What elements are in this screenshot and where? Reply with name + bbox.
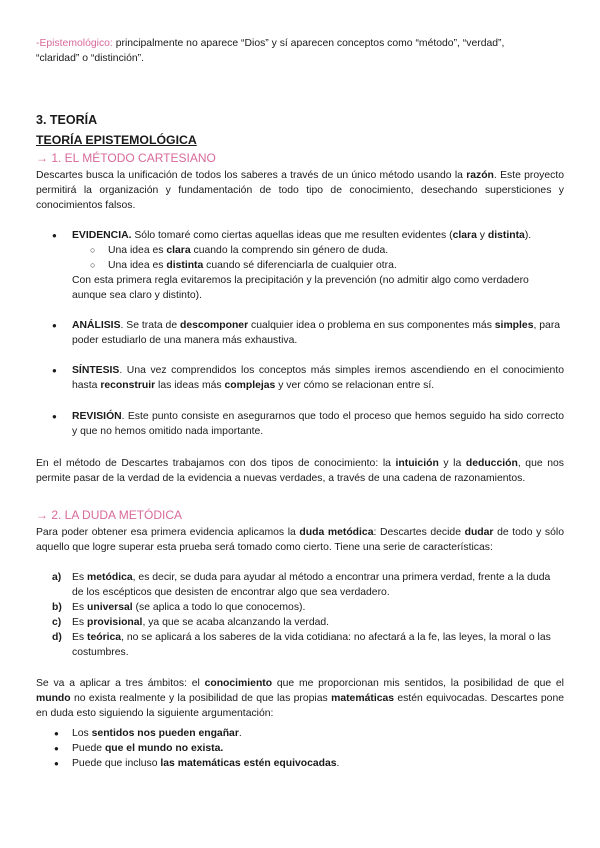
intro-paragraph: -Epistemológico: principalmente no aparece “Dios” y sí aparecen conceptos como “método”, “verdad”, “claridad” o “distinción”. bbox=[36, 38, 505, 64]
section-title: 3. TEORÍA bbox=[36, 113, 98, 127]
rule-evidencia: ● EVIDENCIA. Sólo tomaré como ciertas aquellas ideas que me resulten evidentes (clara y distinta). ○ Una idea es clara cuando la comprendo sin género de duda. ○ Una idea es distinta cuando sé diferenciarla de cualquier otra. Con esta primera regla evitaremos la precipitación y la prevención (no admitir algo como verdadero aunque sea claro y distinto). bbox=[36, 228, 564, 303]
sub-item-distinta: ○ Una idea es distinta cuando sé diferenciarla de cualquier otra. bbox=[72, 258, 564, 273]
characteristic-item: a) Es metódica, es decir, se duda para ayudar al método a encontrar una primera verdad, frente a la duda de los escépticos que desisten de encontrar algo que sea verdadero. bbox=[52, 572, 551, 598]
rule-analisis: ● ANÁLISIS. Se trata de descomponer cualquier idea o problema en sus componentes más simples, para poder estudiarlo de una manera más exhaustiva. bbox=[36, 318, 564, 348]
rule-analisis-list bbox=[36, 318, 564, 348]
duda-paragraph: Para poder obtener esa primera evidencia aplicamos la duda metódica: Descartes decide dudar de todo y sólo aquello que logre superar esta prueba será tomado como cierto. Tiene una serie de características: bbox=[36, 527, 564, 553]
section-subtitle: TEORÍA EPISTEMOLÓGICA bbox=[36, 133, 197, 147]
evidencia-after: Con esta primera regla evitaremos la precipitación y la prevención (no admitir algo como verdadero aunque sea claro y distinto). bbox=[72, 275, 529, 301]
argument-item: ● Puede que incluso las matemáticas estén equivocadas. bbox=[36, 756, 564, 771]
duda-heading: → 2. LA DUDA METÓDICA bbox=[36, 508, 183, 522]
rule-sintesis-list bbox=[36, 363, 564, 393]
characteristic-item: b) Es universal (se aplica a todo lo que conocemos). bbox=[52, 602, 306, 613]
method-rules-list bbox=[36, 228, 564, 303]
characteristic-item: c) Es provisional, ya que se acaba alcanzando la verdad. bbox=[52, 617, 330, 628]
intro-label: -Epistemológico: bbox=[36, 38, 113, 49]
rule-revision: ● REVISIÓN. Este punto consiste en asegurarnos que todo el proceso que hemos seguido ha sido correcto y que no hemos omitido nada importante. bbox=[36, 409, 564, 439]
duda-characteristics-list bbox=[36, 570, 564, 660]
rule-revision-list bbox=[36, 409, 564, 439]
metodo-closing-paragraph: En el método de Descartes trabajamos con dos tipos de conocimiento: la intuición y la deducción, que nos permite pasar de la verdad de la evidencia a nuevas verdades, a través de una cadena de razonamientos. bbox=[36, 458, 564, 484]
ambitos-paragraph: Se va a aplicar a tres ámbitos: el conocimiento que me proporcionan mis sentidos, la posibilidad de que el mundo no exista realmente y la posibilidad de que las propias matemáticas estén equivocadas. Descartes pone en duda esto siguiendo la siguiente argumentación: bbox=[36, 678, 564, 719]
argument-list bbox=[36, 726, 564, 771]
argument-item: ● Puede que el mundo no exista. bbox=[36, 741, 564, 756]
sub-item-clara: ○ Una idea es clara cuando la comprendo sin género de duda. bbox=[72, 243, 564, 258]
evidencia-sublist bbox=[72, 243, 564, 273]
metodo-paragraph: Descartes busca la unificación de todos los saberes a través de un único método usando la razón. Este proyecto permitirá la organización y fundamentación de todo tipo de conocimiento, desechando supersticiones y conocimientos falsos. bbox=[36, 170, 564, 211]
metodo-heading: → 1. EL MÉTODO CARTESIANO bbox=[36, 151, 216, 165]
characteristic-item: d) Es teórica, no se aplicará a los saberes de la vida cotidiana: no afectará a la fe, las leyes, la moral o las costumbres. bbox=[52, 632, 551, 658]
argument-item: ● Los sentidos nos pueden engañar. bbox=[36, 726, 564, 741]
rule-sintesis: ● SÍNTESIS. Una vez comprendidos los conceptos más simples iremos ascendiendo en el conocimiento hasta reconstruir las ideas más complejas y ver cómo se relacionan entre sí. bbox=[36, 363, 564, 393]
